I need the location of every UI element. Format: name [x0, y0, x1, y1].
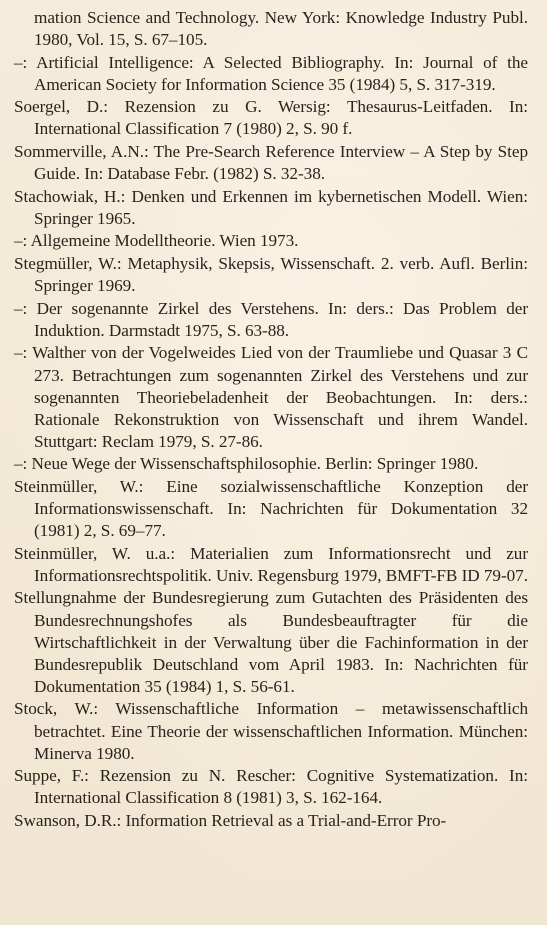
- bibliography-entry: –: Der sogenannte Zirkel des Verstehens. In: ders.: Das Problem der Induktion. Darmstadt 1975, S. 63-88.: [14, 298, 528, 340]
- bibliography-entry: –: Artificial Intelligence: A Selected Bibliography. In: Journal of the American Society for Information Science 35 (1984) 5, S. 317-319.: [14, 52, 528, 94]
- bibliography-entry: Stock, W.: Wissenschaftliche Information – metawissenschaftlich betrachtet. Eine Theorie der wissenschaftlichen Information. München: Minerva 1980.: [14, 699, 528, 763]
- bibliography-entry: Steinmüller, W.: Eine sozialwissenschaftliche Konzeption der Informationswissenschaft. In: Nachrichten für Dokumentation 32 (1981) 2, S. 69–77.: [14, 476, 528, 541]
- bibliography-entry: Sommerville, A.N.: The Pre-Search Reference Interview – A Step by Step Guide. In: Database Febr. (1982) S. 32-38.: [14, 142, 528, 184]
- bibliography-list: [14, 7, 528, 832]
- bibliography-entry: –: Allgemeine Modelltheorie. Wien 1973.: [14, 231, 299, 251]
- bibliography-entry: Stegmüller, W.: Metaphysik, Skepsis, Wissenschaft. 2. verb. Aufl. Berlin: Springer 1969.: [14, 254, 528, 296]
- bibliography-entry: Swanson, D.R.: Information Retrieval as a Trial-and-Error Pro-: [14, 810, 447, 830]
- bibliography-entry: –: Walther von der Vogelweides Lied von der Traumliebe und Quasar 3 C 273. Betrachtungen zum sogenannten Zirkel des Verstehens und zur sogenannten Theoriebeladenheit der Beobachtungen. In: ders.: Rationale Rekonstruktion von Wissenschaft und ihrem Wandel. Stuttgart: Reclam 1979, S. 27-86.: [14, 343, 528, 451]
- bibliography-entry: Steinmüller, W. u.a.: Materialien zum Informationsrecht und zur Informationsrechtspolitik. Univ. Regensburg 1979, BMFT-FB ID 79-07.: [14, 543, 528, 585]
- bibliography-entry: –: Neue Wege der Wissenschaftsphilosophie. Berlin: Springer 1980.: [14, 454, 479, 474]
- bibliography-entry: mation Science and Technology. New York: Knowledge Industry Publ. 1980, Vol. 15, S. 67–105.: [34, 8, 528, 50]
- bibliography-entry: Soergel, D.: Rezension zu G. Wersig: Thesaurus-Leitfaden. In: International Classification 7 (1980) 2, S. 90 f.: [14, 97, 528, 139]
- bibliography-entry: Suppe, F.: Rezension zu N. Rescher: Cognitive Systematization. In: International Classification 8 (1981) 3, S. 162-164.: [14, 766, 528, 808]
- bibliography-entry: Stellungnahme der Bundesregierung zum Gutachten des Präsidenten des Bundesrechnungshofes als Bundesbeauftragter für die Wirtschaftlichkeit in der Verwaltung über die Fachinformation in der Bundesrepublik Deutschland vom April 1983. In: Nachrichten für Dokumentation 35 (1984) 1, S. 56-61.: [14, 588, 528, 696]
- bibliography-entry: Stachowiak, H.: Denken und Erkennen im kybernetischen Modell. Wien: Springer 1965.: [14, 186, 528, 228]
